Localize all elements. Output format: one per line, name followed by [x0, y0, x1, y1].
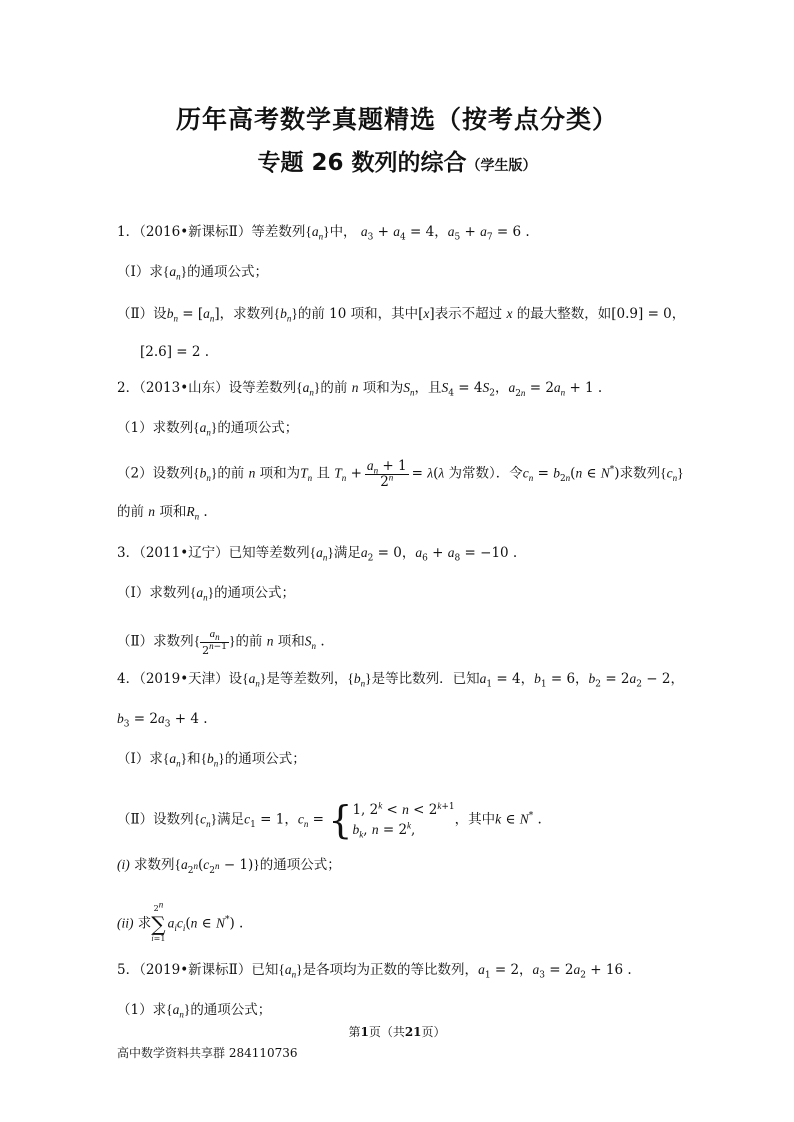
problem-4-stem-cont: $b_3 = 2a_3 + 4$ .	[117, 711, 208, 730]
problem-4-sub-i: (i) 求数列$\{a_{2^n}(c_{2^n} - 1)\}$的通项公式；	[117, 857, 341, 876]
footer-group-info: 高中数学资料共享群 284110736	[117, 1046, 298, 1060]
subtitle-tag: （学生版）	[466, 158, 537, 174]
problem-2-part-2-cont: 的前 n 项和$R_n$ .	[117, 504, 208, 522]
problem-1-part-2-cont: [2.6] = 2 .	[140, 344, 210, 360]
document-title: 历年高考数学真题精选（按考点分类）	[175, 105, 618, 134]
problem-1-part-1: （Ⅰ）求$\{a_n\}$的通项公式；	[117, 264, 269, 282]
problem-3-part-2: （Ⅱ）求数列{ $\frac{a_n}{2^{n-1}}$ }的前 n 项和$S_n$ .	[117, 628, 325, 657]
problem-2-part-1: （1）求数列$\{a_n\}$的通项公式；	[117, 420, 299, 438]
problem-3-part-1: （Ⅰ）求数列$\{a_n\}$的通项公式；	[117, 585, 296, 603]
problem-1-stem: 1．（2016•新课标Ⅱ）等差数列$\{a_n\}$中， $a_3 + a_4 = 4$，$a_5 + a_7 = 6$ .	[117, 224, 530, 243]
problem-1-part-2: （Ⅱ）设$b_n = [a_n]$，求数列$\{b_n\}$的前 10 项和，其中[x]表示不超过 x 的最大整数，如[0.9] = 0，	[117, 306, 686, 324]
page-number: 第1页（共21页）	[348, 1025, 446, 1039]
problem-4-part-1: （Ⅰ）求$\{a_n\}$和$\{b_n\}$的通项公式；	[117, 751, 306, 769]
problem-5-part-1: （1）求$\{a_n\}$的通项公式；	[117, 1002, 272, 1020]
problem-2-part-2: （2）设数列$\{b_n\}$的前 n 项和为$T_n$ 且 $T_n$ + $\frac{a_n + 1}{2^n}$ = λ(λ 为常数）．令$c_n = b_{2n}(n$ ∈ N*)求数列$\{c_n\}$	[117, 458, 684, 490]
subtitle-main: 专题 26 数列的综合	[257, 150, 467, 176]
problem-2-stem: 2．（2013•山东）设等差数列$\{a_n\}$的前 n 项和为$S_n$，且$S_4 = 4S_2$，$a_{2n} = 2a_n + 1$ .	[117, 380, 603, 399]
problem-5-stem: 5．（2019•新课标Ⅱ）已知$\{a_n\}$是各项均为正数的等比数列，$a_1 = 2$，$a_3 = 2a_2 + 16$ .	[117, 962, 632, 981]
problem-4-stem: 4．（2019•天津）设$\{a_n\}$是等差数列，$\{b_n\}$是等比数列．已知$a_1 = 4$，$b_1 = 6$，$b_2 = 2a_2 - 2$，	[117, 671, 684, 690]
problem-3-stem: 3．（2011•辽宁）已知等差数列$\{a_n\}$满足$a_2 = 0$，$a_6 + a_8 = -10$ .	[117, 545, 518, 564]
problem-4-part-2: （Ⅱ）设数列$\{c_n\}$满足$c_1 = 1$，$c_n$ = { 1, $2^k < n < 2^{k+1}$ $b_k$, $n = 2^k$, ，其中k ∈ N* .	[117, 798, 542, 842]
document-subtitle	[0, 144, 794, 177]
problem-4-sub-ii: (ii) 求 2$^n$ ∑ i=1 $a_ic_i(n$ ∈ N*) .	[117, 899, 244, 943]
